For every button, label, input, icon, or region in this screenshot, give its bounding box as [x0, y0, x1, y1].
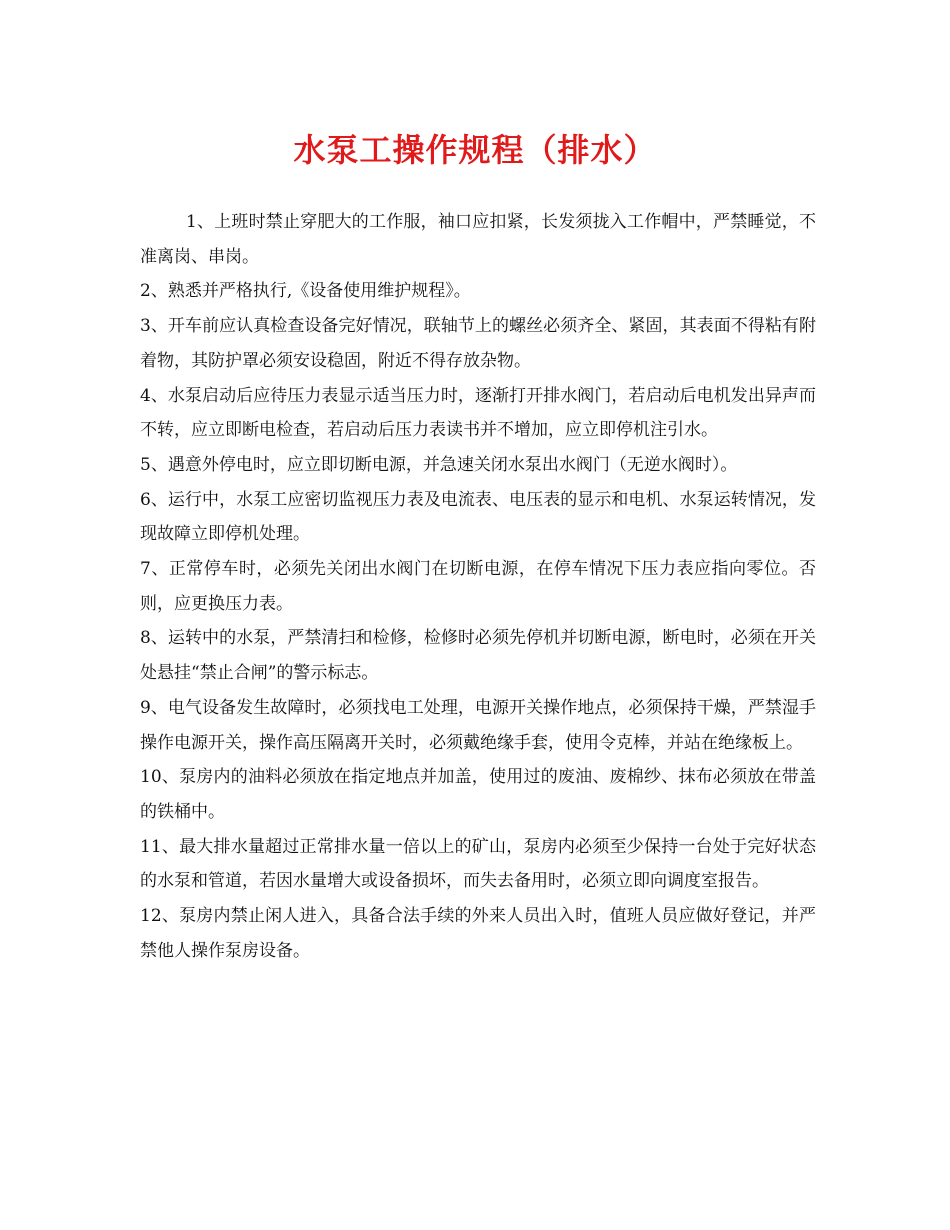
rule-paragraph-9: 9、电气设备发生故障时，必须找电工处理，电源开关操作地点，必须保持干燥，严禁湿手操作电源开关，操作高压隔离开关时，必须戴绝缘手套，使用令克棒，并站在绝缘板上。	[140, 697, 816, 753]
rule-paragraph-3: 3、开车前应认真检查设备完好情况，联轴节上的螺丝必须齐全、紧固，其表面不得粘有附着物，其防护罩必须安设稳固，附近不得存放杂物。	[140, 316, 816, 371]
document-body	[140, 205, 816, 968]
rule-paragraph-10: 10、泵房内的油料必须放在指定地点并加盖，使用过的废油、废棉纱、抹布必须放在带盖的铁桶中。	[140, 767, 816, 822]
rule-paragraph-12: 12、泵房内禁止闲人进入，具备合法手续的外来人员出入时，值班人员应做好登记，并严禁他人操作泵房设备。	[140, 906, 816, 961]
document-title: 水泵工操作规程（排水）	[293, 131, 657, 169]
rule-paragraph-5: 5、遇意外停电时，应立即切断电源，并急速关闭水泵出水阀门（无逆水阀时）。	[140, 454, 738, 475]
rule-paragraph-7: 7、正常停车时，必须先关闭出水阀门在切断电源，在停车情况下压力表应指向零位。否则，应更换压力表。	[140, 559, 816, 614]
rule-paragraph-4: 4、水泵启动后应待压力表显示适当压力时，逐渐打开排水阀门，若启动后电机发出异声而不转，应立即断电检查，若启动后压力表读书并不增加，应立即停机注引水。	[140, 385, 816, 441]
rule-paragraph-8: 8、运转中的水泵，严禁清扫和检修，检修时必须先停机并切断电源，断电时，必须在开关处悬挂“禁止合闸”的警示标志。	[140, 628, 816, 684]
rule-paragraph-1: 1、上班时禁止穿肥大的工作服，袖口应扣紧，长发须拢入工作帽中，严禁睡觉，不准离岗、串岗。	[140, 212, 816, 267]
rule-paragraph-2: 2、熟悉并严格执行,《设备使用维护规程》。	[140, 281, 471, 302]
rule-paragraph-6: 6、运行中，水泵工应密切监视压力表及电流表、电压表的显示和电机、水泵运转情况，发现故障立即停机处理。	[140, 489, 816, 545]
rule-paragraph-11: 11、最大排水量超过正常排水量一倍以上的矿山，泵房内必须至少保持一台处于完好状态的水泵和管道，若因水量增大或设备损坏，而失去备用时，必须立即向调度室报告。	[140, 836, 816, 892]
